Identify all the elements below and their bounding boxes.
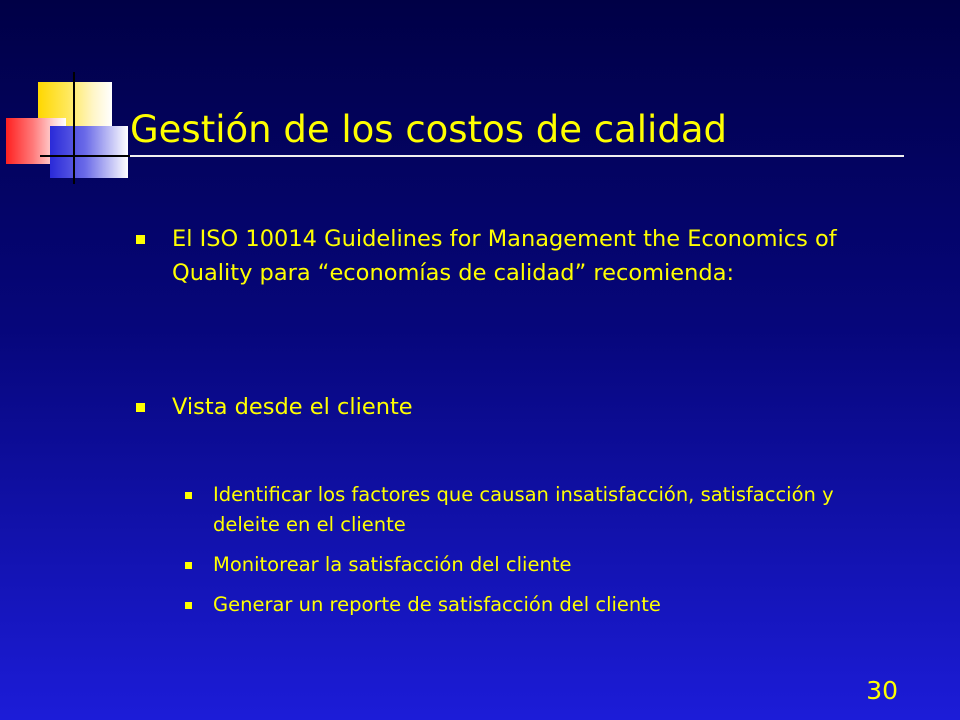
main-bullet-list (172, 390, 892, 424)
square-bullet-icon (136, 235, 145, 244)
blue-square-decoration (50, 126, 128, 178)
title-underline (40, 155, 904, 157)
square-bullet-icon (185, 562, 192, 569)
page-number: 30 (866, 676, 898, 705)
square-bullet-icon (185, 492, 192, 499)
sub-bullet-text: Monitorear la satisfacción del cliente (213, 553, 572, 576)
square-bullet-icon (185, 602, 192, 609)
title-underline-accent (40, 155, 130, 157)
bullet-text: El ISO 10014 Guidelines for Management the Economics of Quality para “economías de calidad” recomienda: (172, 226, 837, 286)
list-item (213, 550, 903, 580)
list-item (213, 590, 903, 620)
square-bullet-icon (136, 403, 145, 412)
sub-bullet-text: Generar un reporte de satisfacción del cliente (213, 593, 661, 616)
vertical-rule (73, 72, 75, 184)
list-item (213, 480, 903, 540)
sub-bullet-list (213, 480, 903, 620)
list-item (172, 390, 892, 424)
slide-title: Gestión de los costos de calidad (130, 108, 727, 151)
sub-bullet-text: Identificar los factores que causan insatisfacción, satisfacción y deleite en el cliente (213, 483, 834, 536)
main-bullet-list (172, 222, 892, 290)
list-item (172, 222, 892, 290)
bullet-text: Vista desde el cliente (172, 394, 413, 420)
